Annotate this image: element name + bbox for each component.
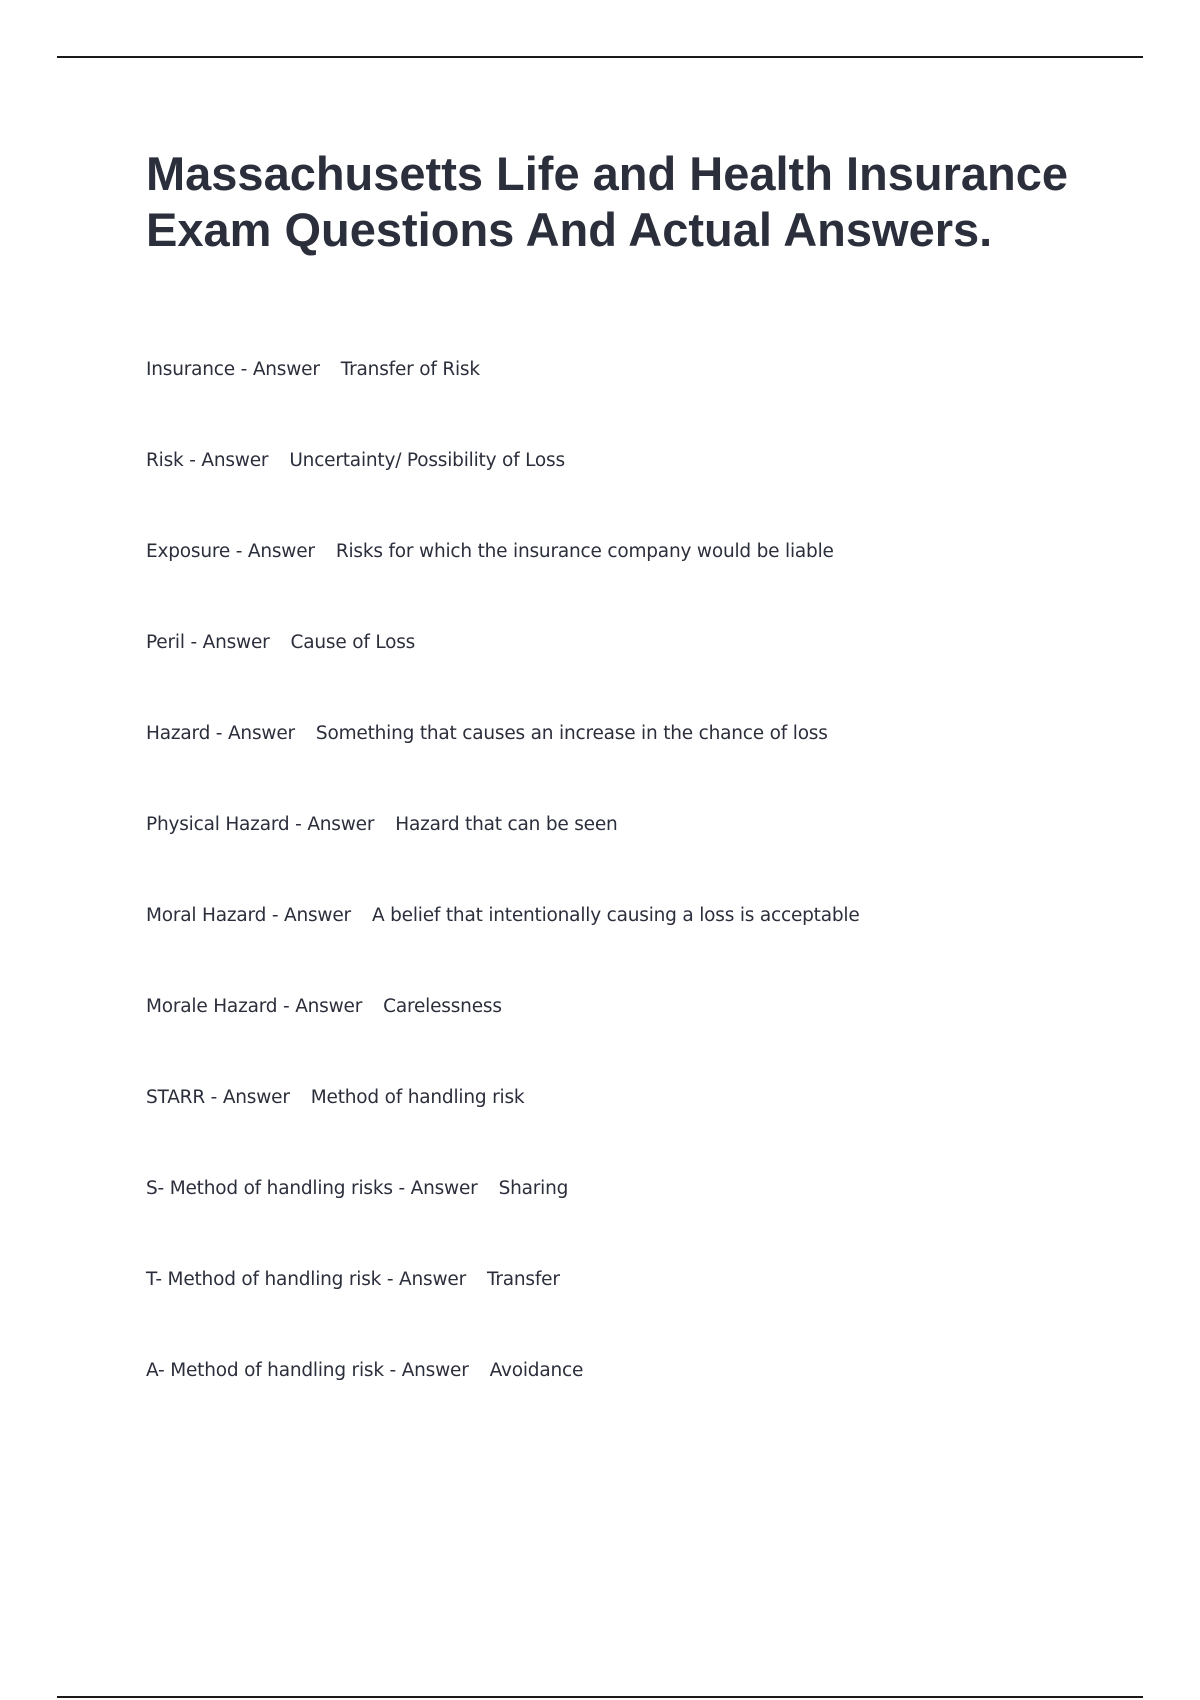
qa-answer-label: Answer	[284, 905, 351, 926]
qa-term: STARR -	[146, 1087, 223, 1108]
qa-answer: A belief that intentionally causing a loss is acceptable	[371, 905, 860, 926]
qa-item-risk	[146, 447, 860, 538]
qa-item-physical-hazard	[146, 811, 860, 902]
qa-answer-label: Answer	[252, 359, 320, 380]
qa-answer: Carelessness	[383, 996, 502, 1017]
qa-answer: Something that causes an increase in the chance of loss	[315, 723, 828, 744]
qa-term: T- Method of handling risk -	[146, 1269, 399, 1290]
qa-answer-label: Answer	[201, 450, 269, 471]
qa-answer-label: Answer	[295, 996, 363, 1017]
qa-item-hazard	[146, 720, 860, 811]
qa-answer-label: Answer	[202, 632, 270, 653]
qa-term: A- Method of handling risk -	[146, 1360, 402, 1381]
qa-answer-label: Answer	[410, 1178, 478, 1199]
qa-item-moral-hazard	[146, 902, 860, 993]
qa-answer-label: Answer	[399, 1269, 466, 1290]
qa-item-avoidance	[146, 1357, 860, 1448]
qa-answer: Transfer of Risk	[340, 359, 480, 380]
qa-answer-label: Answer	[227, 723, 295, 744]
qa-answer-label: Answer	[401, 1360, 469, 1381]
qa-term: Hazard -	[146, 723, 228, 744]
qa-term: S- Method of handling risks -	[146, 1178, 411, 1199]
qa-answer: Risks for which the insurance company would be liable	[335, 541, 834, 562]
qa-term: Morale Hazard -	[146, 996, 295, 1017]
qa-term: Insurance -	[146, 359, 253, 380]
qa-term: Risk -	[146, 450, 201, 471]
page-title: Massachusetts Life and Health Insurance Exam Questions And Actual Answers.	[146, 147, 1069, 256]
qa-answer: Transfer	[486, 1269, 560, 1290]
qa-item-transfer	[146, 1266, 860, 1357]
qa-item-starr	[146, 1084, 860, 1175]
qa-term: Exposure -	[146, 541, 248, 562]
qa-item-morale-hazard	[146, 993, 860, 1084]
qa-answer: Cause of Loss	[290, 632, 416, 653]
qa-term: Physical Hazard -	[146, 814, 307, 835]
qa-answer: Uncertainty/ Possibility of Loss	[289, 450, 565, 471]
qa-term: Peril -	[146, 632, 203, 653]
qa-term: Moral Hazard -	[146, 905, 284, 926]
qa-answer: Hazard that can be seen	[395, 814, 618, 835]
top-divider	[57, 56, 1143, 58]
qa-item-exposure	[146, 538, 860, 629]
qa-answer: Method of handling risk	[310, 1087, 525, 1108]
qa-item-sharing	[146, 1175, 860, 1266]
qa-list	[146, 356, 860, 1448]
qa-answer: Sharing	[498, 1178, 569, 1199]
qa-answer-label: Answer	[247, 541, 315, 562]
qa-item-peril	[146, 629, 860, 720]
qa-answer: Avoidance	[489, 1360, 584, 1381]
bottom-divider	[57, 1696, 1143, 1698]
qa-item-insurance	[146, 356, 860, 447]
qa-answer-label: Answer	[307, 814, 375, 835]
qa-answer-label: Answer	[222, 1087, 290, 1108]
